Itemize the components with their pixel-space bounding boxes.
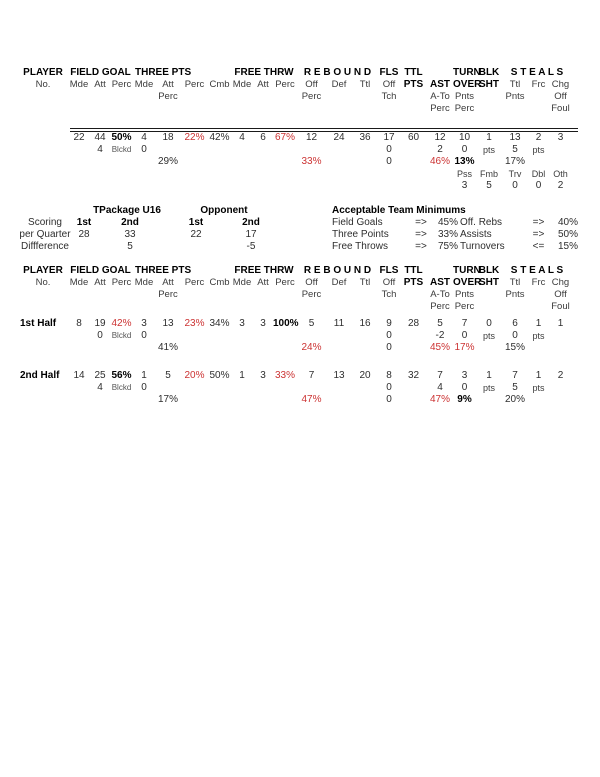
quarter-scoring: [18, 205, 266, 253]
col-turnover: TURN: [453, 265, 481, 276]
scoring-cell: 28: [78, 229, 90, 240]
stats-header-bottom-line: [18, 277, 572, 289]
header-cell: PTS: [403, 277, 424, 288]
stat-value: 3: [260, 370, 266, 381]
stat-value: 20: [359, 370, 371, 381]
minimum-cell: =>: [532, 217, 545, 228]
stat-value: 17: [383, 132, 395, 143]
header-cell: Att: [162, 79, 174, 90]
stat-value: 1: [486, 132, 492, 143]
stat-value: Blckd: [111, 145, 132, 154]
stat-value: 0: [141, 330, 147, 341]
header-cell: Pnts: [505, 289, 525, 300]
header-cell: Foul: [551, 301, 570, 312]
row-label: per Quarter: [19, 229, 71, 240]
header-cell: Off: [382, 79, 396, 90]
header-cell: Off: [554, 91, 567, 102]
header-cell: Mde: [69, 79, 89, 90]
header-cell: Perc: [275, 277, 295, 288]
col-fouls: FLS: [379, 67, 399, 78]
stat-value: 33%: [301, 156, 322, 167]
stat-value: 7: [437, 370, 443, 381]
stat-value: pts: [532, 331, 545, 341]
header-cell: Tch: [381, 289, 397, 300]
col-rebound: R E B O U N D: [303, 265, 372, 276]
stat-value: 0: [386, 394, 392, 405]
team-summary-row-line: [18, 180, 572, 192]
stat-value: 8: [76, 318, 82, 329]
first-half-row-line: [18, 342, 572, 354]
stat-value: 34%: [209, 318, 230, 329]
team-minimums: [330, 205, 578, 253]
header-cell: Def: [331, 79, 347, 90]
header-cell: Frc: [531, 79, 546, 90]
header-cell: Perc: [111, 277, 132, 288]
first-half-row: [18, 318, 572, 354]
minimum-cell: =>: [415, 241, 427, 252]
stat-value: 0: [97, 330, 103, 341]
minimum-cell: =>: [532, 229, 545, 240]
stat-value: 0: [461, 330, 468, 341]
stat-value: 7: [512, 370, 518, 381]
header-cell: Perc: [301, 289, 322, 300]
stat-value: 50%: [209, 370, 230, 381]
second-half-row: [18, 370, 572, 406]
stat-value: 47%: [429, 394, 450, 405]
stat-value: 33%: [274, 370, 295, 381]
stats-header-top: [18, 67, 572, 115]
stat-value: 17%: [454, 342, 475, 353]
minimums-title: Acceptable Team Minimums: [332, 205, 466, 216]
header-cell: Perc: [301, 91, 322, 102]
stat-value: 5: [512, 144, 518, 155]
minimum-cell: =>: [415, 217, 427, 228]
header-cell: Off: [382, 277, 396, 288]
team-minimums-line: [330, 217, 578, 229]
stat-value: 32: [407, 370, 420, 381]
minimum-cell: 75%: [437, 241, 458, 252]
minimum-cell: 50%: [557, 229, 578, 240]
scoring-cell: 2nd: [242, 217, 260, 228]
stat-value: 3: [557, 132, 564, 143]
stat-value: 3: [239, 318, 245, 329]
stat-value: 0: [461, 144, 468, 155]
stat-value: 9: [386, 318, 392, 329]
header-cell: Mde: [232, 79, 252, 90]
header-cell: Mde: [232, 277, 252, 288]
stat-value: Fmb: [480, 169, 498, 179]
stat-value: 13%: [454, 156, 475, 167]
row-label: Diffference: [21, 241, 69, 252]
scoring-cell: 22: [190, 229, 202, 240]
stat-value: Oth: [553, 169, 568, 179]
stat-value: 44: [94, 132, 106, 143]
header-cell: A-To: [430, 289, 450, 300]
stats-header-top-line: [18, 67, 572, 79]
stat-value: 41%: [157, 342, 178, 353]
quarter-scoring-line: [18, 229, 266, 241]
scoring-cell: 2nd: [121, 217, 139, 228]
stat-value: 29%: [157, 156, 178, 167]
header-cell: Att: [257, 277, 269, 288]
stat-value: 56%: [111, 370, 132, 381]
opponent-label: Opponent: [200, 205, 248, 216]
second-half-row-line: [18, 394, 572, 406]
second-half-row-line: [18, 382, 572, 394]
stat-value: 0: [486, 318, 492, 329]
stat-value: pts: [532, 145, 545, 155]
stat-value: 20%: [184, 370, 205, 381]
stat-value: 16: [359, 318, 371, 329]
scoring-cell: 17: [245, 229, 257, 240]
stat-value: 12: [434, 132, 446, 143]
minimum-cell: Off. Rebs: [460, 217, 503, 228]
stat-value: 6: [512, 318, 518, 329]
header-cell: OVER: [453, 79, 482, 90]
stat-value: 12: [305, 132, 318, 143]
minimum-cell: 15%: [557, 241, 578, 252]
col-three-pts: THREE PTS: [135, 67, 192, 78]
col-block: BLK: [478, 67, 500, 78]
header-cell: Foul: [551, 103, 570, 114]
stat-value: 6: [260, 132, 266, 143]
stat-value: 0: [386, 156, 392, 167]
stat-value: 22: [73, 132, 85, 143]
stat-value: 1: [535, 370, 542, 381]
scoring-cell: 5: [127, 241, 133, 252]
stat-value: 0: [512, 330, 518, 341]
stat-value: 0: [386, 342, 392, 353]
header-cell: Mde: [134, 277, 154, 288]
stat-value: 0: [141, 382, 147, 393]
stat-value: 46%: [429, 156, 450, 167]
stat-value: 7: [308, 370, 315, 381]
header-cell: Def: [331, 277, 347, 288]
stats-header-top-line: [18, 103, 572, 115]
team-minimums-line: [330, 241, 578, 253]
stats-header-bottom: [18, 265, 572, 313]
col-steals: S T E A L S: [510, 265, 564, 276]
minimum-cell: 40%: [557, 217, 578, 228]
col-steals: S T E A L S: [510, 67, 564, 78]
stat-value: 11: [333, 318, 345, 329]
stat-value: 4: [97, 382, 103, 393]
stat-value: 5: [308, 318, 315, 329]
scoring-cell: 1st: [188, 217, 204, 228]
stat-value: 13: [509, 132, 521, 143]
stat-value: 5: [486, 180, 492, 191]
row-label: 2nd Half: [20, 370, 60, 381]
col-player: PLAYER: [23, 265, 63, 276]
stat-value: 0: [386, 382, 392, 393]
stat-value: 2: [557, 370, 564, 381]
stat-value: 13: [162, 318, 174, 329]
team-summary-row-line: [18, 144, 572, 156]
header-cell: Ttl: [509, 277, 521, 288]
stat-value: 9%: [457, 394, 472, 405]
header-cell: PTS: [403, 79, 424, 90]
col-fouls: FLS: [379, 265, 399, 276]
stat-value: 0: [141, 144, 147, 155]
first-half-row-line: [18, 318, 572, 330]
stat-value: pts: [532, 383, 545, 393]
minimum-cell: Field Goals: [332, 217, 383, 228]
header-cell: Att: [257, 79, 269, 90]
stat-value: Blckd: [111, 383, 132, 392]
stat-value: 2: [557, 180, 564, 191]
header-cell: Perc: [430, 103, 450, 114]
stat-value: 24: [333, 132, 345, 143]
stat-value: 4: [141, 132, 147, 143]
team-minimums-line: [330, 205, 578, 217]
stat-value: 17%: [157, 394, 178, 405]
header-cell: Tch: [381, 91, 397, 102]
header-cell: Perc: [184, 79, 205, 90]
stat-value: 60: [407, 132, 420, 143]
stats-header-top-line: [18, 79, 572, 91]
header-cell: Ttl: [509, 79, 521, 90]
quarter-scoring-line: [18, 241, 266, 253]
header-cell: Perc: [454, 103, 475, 114]
stat-value: 17%: [504, 156, 525, 167]
stat-value: 8: [386, 370, 392, 381]
header-cell: Ttl: [359, 79, 371, 90]
col-total: TTL: [404, 265, 423, 276]
header-cell: Perc: [454, 301, 475, 312]
col-rebound: R E B O U N D: [303, 67, 372, 78]
scoring-cell: 33: [124, 229, 136, 240]
stat-value: 47%: [301, 394, 322, 405]
col-block: BLK: [478, 265, 500, 276]
stat-value: 67%: [274, 132, 295, 143]
team-summary-row-line: [18, 156, 572, 168]
row-label: Scoring: [28, 217, 62, 228]
header-cell: No.: [35, 277, 51, 288]
stat-value: 0: [386, 330, 392, 341]
team-name: TPackage U16: [93, 205, 161, 216]
stats-header-top-line: [18, 91, 572, 103]
stat-value: 14: [73, 370, 85, 381]
stat-value: 20%: [504, 394, 525, 405]
scoring-cell: 1st: [76, 217, 92, 228]
stat-value: 23%: [184, 318, 205, 329]
stat-value: 18: [162, 132, 174, 143]
stat-value: 2: [535, 132, 542, 143]
header-cell: Cmb: [209, 277, 230, 288]
col-free-throw: FREE THRW: [234, 265, 294, 276]
stat-value: 45%: [429, 342, 450, 353]
stat-value: 1: [486, 370, 492, 381]
stat-value: pts: [482, 145, 495, 155]
team-minimums-line: [330, 229, 578, 241]
stat-value: Blckd: [111, 331, 132, 340]
stat-value: 1: [239, 370, 245, 381]
col-total: TTL: [404, 67, 423, 78]
header-cell: Perc: [158, 289, 178, 300]
header-cell: Perc: [111, 79, 132, 90]
minimum-cell: =>: [415, 229, 427, 240]
stat-value: 0: [461, 382, 468, 393]
stat-value: 5: [512, 382, 518, 393]
row-label: 1st Half: [20, 318, 57, 329]
stat-value: 22%: [184, 132, 205, 143]
header-cell: Mde: [69, 277, 89, 288]
header-cell: Perc: [430, 301, 450, 312]
quarter-scoring-line: [18, 205, 266, 217]
col-player: PLAYER: [23, 67, 63, 78]
stat-value: 7: [461, 318, 468, 329]
stat-value: 3: [260, 318, 266, 329]
col-three-pts: THREE PTS: [135, 265, 192, 276]
second-half-row-line: [18, 370, 572, 382]
header-cell: Att: [94, 79, 106, 90]
header-cell: Pnts: [454, 289, 474, 300]
header-cell: AST: [430, 79, 450, 90]
header-cell: SHT: [479, 79, 499, 90]
stat-value: 28: [407, 318, 420, 329]
stat-value: 15%: [504, 342, 525, 353]
scoring-cell: -5: [246, 241, 256, 252]
team-summary-row-line: [18, 132, 572, 144]
stat-value: 10: [458, 132, 471, 143]
stat-value: 0: [512, 180, 518, 191]
header-cell: Frc: [531, 277, 546, 288]
stat-value: 4: [239, 132, 245, 143]
stat-value: 5: [165, 370, 171, 381]
header-cell: Ttl: [359, 277, 371, 288]
header-cell: SHT: [479, 277, 499, 288]
stat-value: 2: [437, 144, 443, 155]
header-cell: No.: [35, 79, 51, 90]
header-cell: Off: [554, 289, 567, 300]
header-cell: Chg: [551, 79, 570, 90]
minimum-cell: <=: [532, 241, 545, 252]
stat-value: 13: [333, 370, 345, 381]
header-cell: AST: [430, 277, 450, 288]
minimum-cell: 45%: [437, 217, 458, 228]
header-cell: Perc: [184, 277, 205, 288]
stat-value: 24%: [301, 342, 322, 353]
col-turnover: TURN: [453, 67, 481, 78]
header-cell: Pnts: [454, 91, 474, 102]
stat-value: 5: [437, 318, 443, 329]
minimum-cell: Turnovers: [460, 241, 505, 252]
stat-value: 3: [461, 180, 468, 191]
team-summary-row: [18, 132, 572, 192]
minimum-cell: 33%: [437, 229, 458, 240]
stat-value: Pss: [456, 169, 472, 179]
stat-value: pts: [482, 383, 495, 393]
first-half-row-line: [18, 330, 572, 342]
stat-value: 42%: [209, 132, 230, 143]
header-cell: Chg: [551, 277, 570, 288]
stat-value: 3: [461, 370, 468, 381]
stat-value: Trv: [508, 169, 522, 179]
stat-value: 0: [386, 144, 392, 155]
stat-value: 1: [535, 318, 542, 329]
stats-header-bottom-line: [18, 289, 572, 301]
stat-value: 0: [535, 180, 542, 191]
stat-value: 42%: [111, 318, 132, 329]
header-cell: Att: [162, 277, 174, 288]
header-cell: Perc: [275, 79, 295, 90]
stat-value: 4: [437, 382, 443, 393]
stat-value: 4: [97, 144, 103, 155]
stat-value: 100%: [273, 318, 299, 329]
stat-value: pts: [482, 331, 495, 341]
col-free-throw: FREE THRW: [234, 67, 294, 78]
header-cell: Cmb: [209, 79, 230, 90]
stat-value: 50%: [111, 132, 132, 143]
header-cell: Off: [305, 277, 318, 288]
stat-value: 25: [94, 370, 106, 381]
stat-value: 1: [141, 370, 147, 381]
stat-value: 19: [94, 318, 106, 329]
header-cell: Mde: [134, 79, 154, 90]
stats-header-bottom-line: [18, 265, 572, 277]
minimum-cell: Three Points: [332, 229, 389, 240]
minimum-cell: Assists: [460, 229, 492, 240]
stat-value: Dbl: [531, 169, 546, 179]
stats-header-bottom-line: [18, 301, 572, 313]
stat-value: -2: [435, 330, 445, 341]
minimum-cell: Free Throws: [332, 241, 388, 252]
quarter-scoring-line: [18, 217, 266, 229]
header-cell: Pnts: [505, 91, 525, 102]
stat-value: 36: [359, 132, 371, 143]
stat-value: 3: [141, 318, 147, 329]
col-field-goal: FIELD GOAL: [70, 67, 131, 78]
header-cell: Off: [305, 79, 318, 90]
header-cell: A-To: [430, 91, 450, 102]
header-cell: Perc: [158, 91, 178, 102]
stat-value: 1: [557, 318, 564, 329]
team-summary-row-line: [18, 168, 572, 180]
col-field-goal: FIELD GOAL: [70, 265, 131, 276]
header-cell: Att: [94, 277, 106, 288]
header-cell: OVER: [453, 277, 482, 288]
